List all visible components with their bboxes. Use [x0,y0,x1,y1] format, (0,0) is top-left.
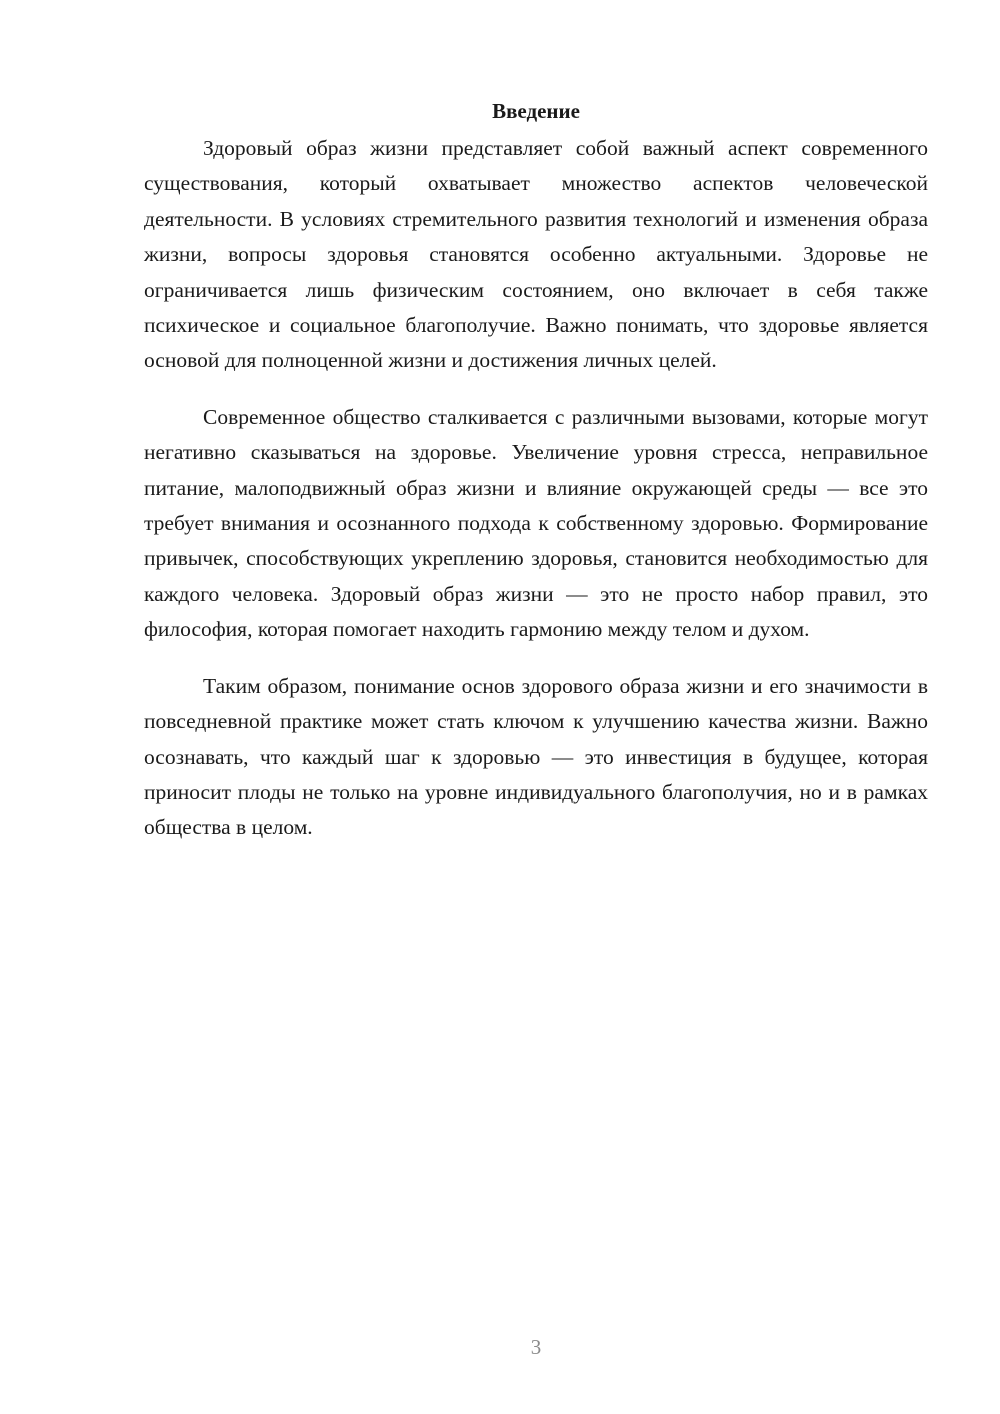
page-number: 3 [530,1335,542,1359]
section-title: Введение [492,99,580,123]
paragraph-3: Таким образом, понимание основ здорового образа жизни и его значимости в повседневной практике может стать ключом к улучшению качества жизни. Важно осознавать, что каждый шаг к здоровью — это инвестиция в будущее, которая приносит плоды не только на уровне индивидуального благополучия, но и в рамках общества в целом. [144,673,928,840]
paragraph-1: Здоровый образ жизни представляет собой важный аспект современного существования, который охватывает множество аспектов человеческой деятельности. В условиях стремительного развития технологий и изменения образа жизни, вопросы здоровья становятся особенно актуальными. Здоровье не ограничивается лишь физическим состоянием, оно включает в себя также психическое и социальное благополучие. Важно понимать, что здоровье является основой для полноценной жизни и достижения личных целей. [144,136,928,373]
paragraph-2: Современное общество сталкивается с различными вызовами, которые могут негативно сказываться на здоровье. Увеличение уровня стресса, неправильное питание, малоподвижный образ жизни и влияние окружающей среды — все это требует внимания и осознанного подхода к собственному здоровью. Формирование привычек, способствующих укреплению здоровья, становится необходимостью для каждого человека. Здоровый образ жизни — это не просто набор правил, это философия, которая помогает находить гармонию между телом и духом. [144,404,928,642]
page-content [144,94,928,846]
